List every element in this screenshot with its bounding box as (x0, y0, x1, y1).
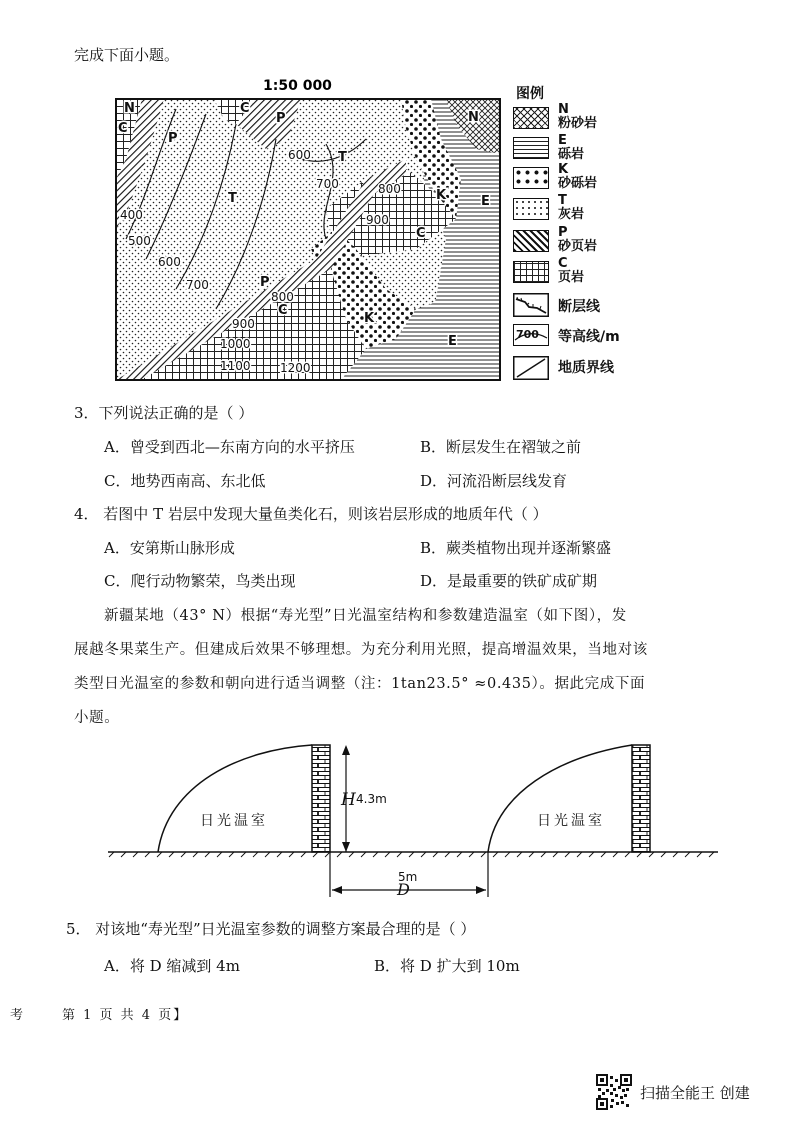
height-value: 4.3m (356, 792, 387, 806)
q3-option-b: B．断层发生在褶皱之前 (420, 438, 582, 456)
svg-text:700: 700 (316, 177, 339, 191)
legend-swatch-sandshale (513, 230, 549, 252)
legend-name-sandshale: 砂页岩 (558, 239, 598, 254)
svg-text:E: E (448, 334, 457, 349)
q4-option-c: C．爬行动物繁荣，鸟类出现 (104, 572, 296, 590)
right-greenhouse-roof (488, 745, 632, 852)
q3-option-c: C．地势西南高、东北低 (104, 472, 266, 490)
page-number: 第 1 页 共 4 页】 (62, 1008, 189, 1023)
legend-fault-line: 断层线 (558, 299, 600, 315)
passage-line-3: 类型日光温室的参数和朝向进行适当调整（注：1tan23.5° ≈0.435）。据此完成下面 (74, 676, 646, 692)
svg-text:K: K (364, 311, 375, 326)
svg-text:E: E (481, 194, 490, 209)
passage-line-4: 小题。 (74, 710, 120, 726)
legend-swatch-shale (513, 261, 549, 283)
svg-text:600: 600 (158, 255, 181, 269)
q3-option-d: D．河流沿断层线发育 (420, 472, 568, 490)
map-scale: 1:50 000 (263, 78, 332, 94)
svg-text:C: C (118, 121, 128, 136)
distance-symbol: D (397, 880, 410, 899)
svg-text:1200: 1200 (280, 361, 311, 375)
height-symbol: H (341, 790, 356, 810)
qr-code-icon (596, 1074, 632, 1110)
legend-swatch-sandgravel (513, 167, 549, 189)
svg-text:P: P (168, 131, 178, 146)
height-arrow-down-icon (342, 842, 350, 852)
legend-code-k: K (558, 162, 569, 177)
svg-text:1100: 1100 (220, 359, 251, 373)
legend-name-shale: 页岩 (558, 270, 585, 285)
svg-text:T: T (228, 191, 237, 206)
q4-stem: 4． 若图中 T 岩层中发现大量鱼类化石，则该岩层形成的地质年代（ ） (74, 505, 548, 523)
legend-contour-line: 等高线/m (558, 329, 620, 345)
legend-contour-sample: 700 (516, 328, 539, 341)
q5-option-b: B．将 D 扩大到 10m (374, 957, 520, 975)
svg-text:C: C (240, 101, 250, 116)
legend-name-limestone: 灰岩 (558, 207, 585, 222)
q5-stem: 5． 对该地“寿光型”日光温室参数的调整方案最合理的是（ ） (66, 920, 476, 938)
legend-name-conglomerate: 砾岩 (558, 147, 585, 162)
legend-code-n: N (558, 102, 569, 117)
q3-stem: 3．下列说法正确的是（ ） (74, 404, 254, 422)
distance-arrow-right-icon (476, 886, 486, 894)
svg-text:C: C (416, 226, 426, 241)
legend-code-c: C (558, 256, 568, 271)
svg-text:P: P (276, 111, 286, 126)
legend-swatch-conglomerate (513, 137, 549, 159)
distance-arrow-left-icon (332, 886, 342, 894)
footer-left-mark: 考 (10, 1008, 24, 1023)
q5-option-a: A．将 D 缩减到 4m (104, 957, 240, 975)
svg-text:700: 700 (186, 278, 209, 292)
legend-name-sandgravel: 砂砾岩 (558, 176, 598, 191)
svg-text:K: K (436, 188, 447, 203)
q4-option-a: A．安第斯山脉形成 (104, 539, 235, 557)
q4-option-d: D．是最重要的铁矿成矿期 (420, 572, 598, 590)
svg-text:800: 800 (271, 290, 294, 304)
passage-line-2: 展越冬果菜生产。但建成后效果不够理想。为充分利用光照，提高增温效果，当地对该 (74, 642, 648, 658)
svg-text:C: C (278, 303, 288, 318)
left-greenhouse-roof (158, 745, 312, 852)
scanner-watermark: 扫描全能王 创建 (640, 1084, 750, 1102)
legend-swatch-limestone (513, 198, 549, 220)
svg-text:1000: 1000 (220, 337, 251, 351)
height-arrow-up-icon (342, 745, 350, 755)
legend-name-siltstone: 粉砂岩 (558, 116, 598, 131)
legend-title: 图例 (516, 86, 544, 102)
left-greenhouse-wall (312, 745, 330, 852)
svg-text:600: 600 (288, 148, 311, 162)
svg-text:N: N (468, 110, 479, 125)
geologic-map (108, 72, 508, 384)
svg-text:500: 500 (128, 234, 151, 248)
legend-boundary-line: 地质界线 (558, 360, 614, 376)
greenhouse-label-left: 日光温室 (200, 813, 268, 829)
intro-text: 完成下面小题。 (74, 46, 180, 64)
svg-text:T: T (338, 150, 347, 165)
legend-code-p: P (558, 225, 568, 240)
right-greenhouse-wall (632, 745, 650, 852)
legend-code-e: E (558, 133, 567, 148)
legend-swatch-siltstone (513, 107, 549, 129)
svg-text:N: N (124, 101, 135, 116)
svg-text:900: 900 (366, 213, 389, 227)
legend-code-t: T (558, 193, 567, 208)
svg-text:400: 400 (120, 208, 143, 222)
svg-text:900: 900 (232, 317, 255, 331)
fault-line-icon (513, 293, 549, 317)
passage-line-1: 新疆某地（43° N）根据“寿光型”日光温室结构和参数建造温室（如下图），发 (104, 608, 627, 624)
boundary-line-icon (513, 356, 549, 380)
q4-option-b: B．蕨类植物出现并逐渐繁盛 (420, 539, 612, 557)
svg-text:P: P (260, 275, 270, 290)
svg-text:800: 800 (378, 182, 401, 196)
distance-value: 5m (398, 870, 418, 884)
greenhouse-label-right: 日光温室 (537, 813, 605, 829)
q3-option-a: A．曾受到西北—东南方向的水平挤压 (104, 438, 355, 456)
